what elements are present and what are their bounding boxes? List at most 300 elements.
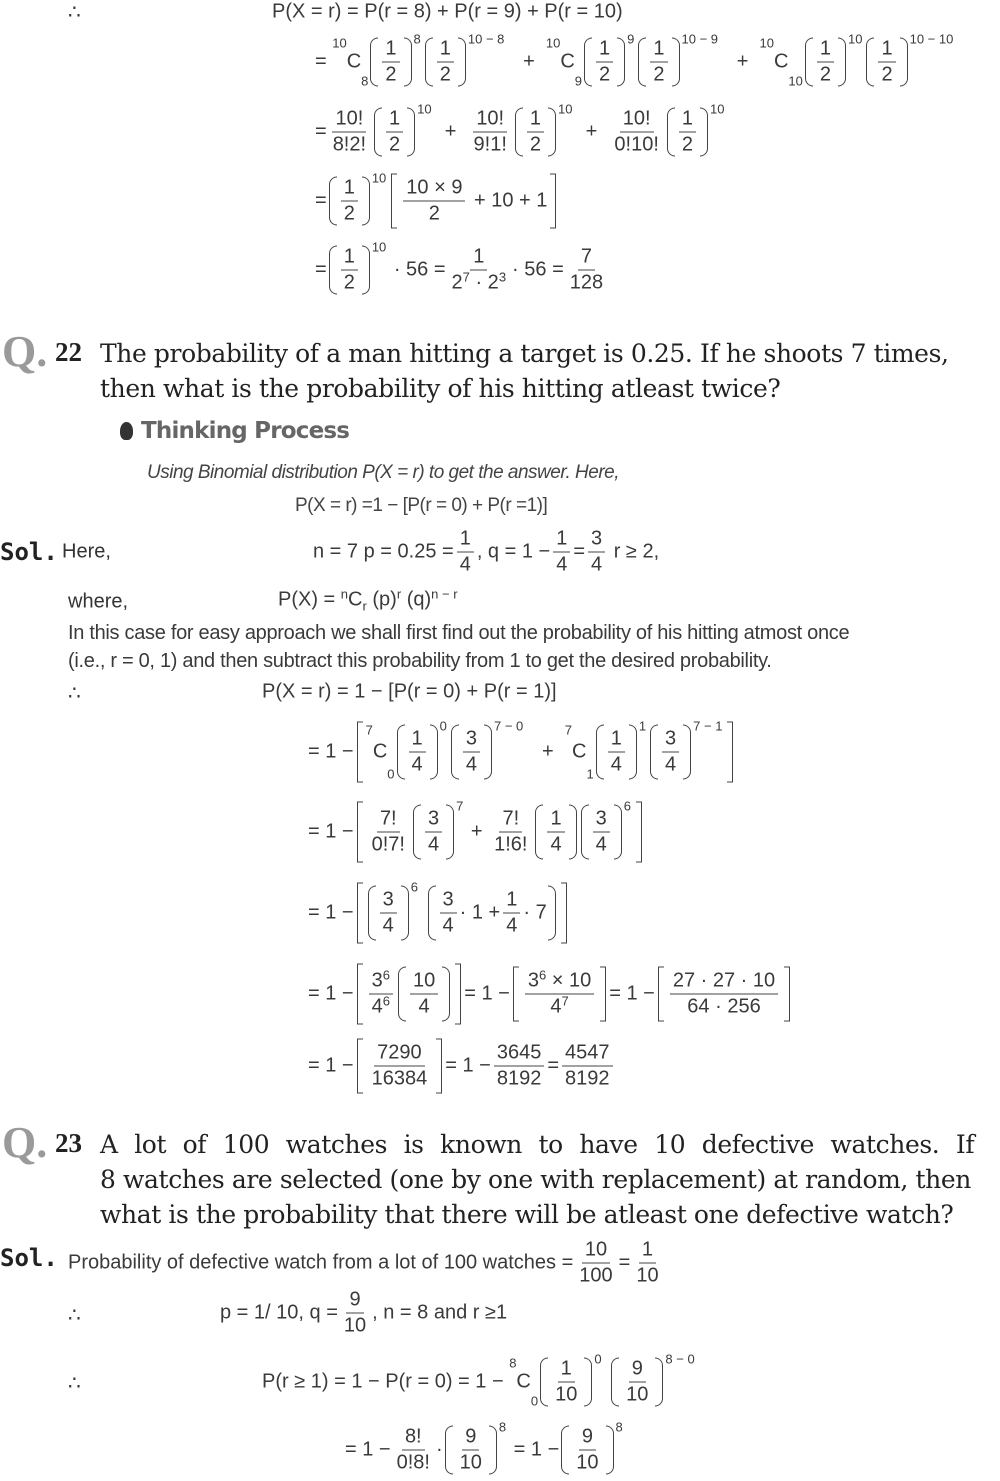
math-text: 4547 — [565, 1041, 610, 1064]
left-paren — [650, 725, 658, 780]
denominator — [463, 753, 480, 777]
equation-line — [313, 528, 659, 577]
math-text: 2 — [439, 63, 451, 86]
numerator — [620, 108, 654, 133]
denominator — [503, 914, 520, 938]
right-paren — [407, 108, 415, 157]
denominator — [440, 914, 457, 938]
parenthesized-group — [445, 1419, 507, 1475]
group-content — [366, 964, 453, 1025]
group-content — [422, 805, 445, 860]
exponent: 10 — [371, 239, 387, 255]
math-text: = — [315, 258, 327, 281]
group-content — [593, 38, 616, 87]
math-text: 4 — [427, 833, 440, 856]
numerator — [440, 889, 457, 914]
fraction — [662, 728, 679, 777]
math-text: C — [348, 588, 363, 611]
math-text: = 1 − — [445, 1054, 491, 1077]
parenthesized-group — [584, 31, 635, 87]
denominator — [588, 553, 605, 577]
math-text: 2 — [343, 202, 355, 225]
numerator — [596, 38, 613, 63]
fraction — [341, 1289, 369, 1338]
math-text: = 1 − — [308, 982, 354, 1005]
equation-line — [272, 1, 623, 24]
fraction — [382, 38, 399, 87]
parenthesized-group — [329, 239, 387, 295]
group-content — [454, 1426, 488, 1475]
exponent: 6 — [623, 798, 631, 814]
subscript: 10 — [788, 73, 803, 89]
right-bracket — [784, 967, 790, 1022]
numerator — [377, 808, 400, 833]
group-content — [400, 174, 547, 229]
math-text: 2 — [343, 271, 355, 294]
math-text: p = 1/ 10, q = — [220, 1301, 338, 1324]
math-text: 0!10! — [614, 133, 659, 156]
denominator — [576, 1264, 615, 1288]
equation-line — [315, 101, 726, 157]
fraction — [403, 177, 465, 226]
exponent: 8 — [615, 1419, 623, 1435]
math-text — [604, 1371, 610, 1394]
numerator — [593, 808, 610, 833]
math-text: 10 — [584, 1238, 608, 1261]
left-paren — [866, 38, 874, 87]
math-text: 1 — [473, 245, 485, 268]
fraction — [623, 1358, 651, 1407]
math-group — [550, 993, 569, 1019]
question-mark-label: Q. — [2, 327, 48, 376]
math-text: 10 — [343, 1314, 367, 1337]
math-text: 1 — [459, 527, 471, 550]
paragraph-line: In this case for easy approach we shall first find out the probability of his hitting atmost once — [68, 622, 850, 644]
equation-line — [315, 31, 955, 89]
right-paren — [484, 725, 492, 780]
group-content — [365, 718, 725, 783]
fraction — [341, 246, 358, 295]
numerator — [463, 728, 480, 753]
right-paren — [900, 38, 908, 87]
superscript: 8 — [509, 1355, 517, 1371]
right-paren — [489, 1426, 497, 1475]
right-paren — [548, 886, 556, 941]
question-text: The probability of a man hitting a target is 0.25. If he shoots 7 times, — [100, 339, 949, 368]
fraction — [633, 1239, 661, 1288]
denominator — [593, 833, 610, 857]
parenthesized-group — [535, 805, 576, 860]
numerator — [525, 967, 594, 995]
denominator — [449, 271, 510, 295]
numerator — [579, 1426, 596, 1451]
math-text: 1 — [653, 37, 665, 60]
group-content — [407, 967, 441, 1022]
math-text: · 1 + — [459, 901, 501, 924]
math-text: 4 — [382, 914, 394, 937]
math-text: 4 — [371, 995, 383, 1018]
math-text: 3645 — [496, 1041, 542, 1064]
exponent: 6 — [410, 879, 418, 895]
fraction — [471, 108, 510, 157]
left-bracket — [658, 967, 664, 1022]
denominator — [633, 1264, 661, 1288]
group-content — [338, 246, 361, 295]
numerator — [558, 1358, 575, 1383]
math-text: 9 — [581, 1425, 593, 1448]
right-paren — [362, 177, 370, 226]
math-text: 4 — [556, 553, 568, 576]
numerator — [527, 108, 544, 133]
denominator — [684, 995, 763, 1019]
parenthesized-group — [451, 718, 524, 780]
math-text: 1 — [610, 727, 622, 750]
denominator — [553, 553, 570, 577]
numerator — [374, 1042, 425, 1067]
group-content — [676, 108, 699, 157]
math-text: 4 — [465, 753, 478, 776]
exponent: 10 — [710, 101, 725, 117]
denominator — [330, 133, 369, 157]
bracket-group — [357, 718, 734, 783]
math-text: 2 — [385, 63, 397, 86]
parenthesized-group — [561, 1419, 623, 1475]
numerator — [462, 1426, 479, 1451]
exponent: 9 — [627, 31, 635, 47]
superscript: n − r — [431, 586, 458, 602]
math-text: 1 — [681, 107, 694, 130]
denominator — [491, 833, 530, 857]
denominator — [386, 133, 403, 157]
math-text: 2 — [819, 63, 832, 86]
fraction — [650, 38, 667, 87]
numerator — [473, 108, 507, 133]
math-text: 3 — [465, 727, 478, 750]
superscript: 6 — [538, 967, 547, 983]
equation-line — [308, 964, 793, 1025]
numerator — [679, 108, 696, 133]
denominator — [457, 1451, 485, 1475]
math-text: 1 — [556, 527, 568, 550]
math-text: 7! — [502, 807, 520, 830]
numerator — [409, 728, 426, 753]
denominator — [547, 995, 571, 1019]
group-content — [524, 108, 547, 157]
numerator — [437, 38, 454, 63]
fraction — [330, 108, 369, 157]
equation-line — [308, 718, 736, 783]
denominator — [369, 1067, 431, 1091]
left-paren — [329, 177, 337, 226]
parenthesized-group — [611, 1351, 695, 1407]
left-bracket — [357, 883, 363, 944]
right-bracket — [561, 883, 567, 944]
math-group — [527, 967, 592, 993]
math-text: 16384 — [371, 1067, 428, 1090]
left-paren — [611, 1358, 619, 1407]
math-text: 1 — [819, 37, 832, 60]
math-text: 2 — [681, 133, 694, 156]
exponent: 7 − 0 — [494, 718, 524, 734]
fraction — [670, 970, 778, 1019]
group-content — [590, 805, 613, 860]
math-text: 10 — [626, 1383, 649, 1406]
math-text: C — [516, 1370, 531, 1393]
math-text: + 10 + 1 — [468, 189, 548, 212]
denominator — [562, 1067, 613, 1091]
numerator — [341, 177, 358, 202]
parenthesized-group — [596, 718, 647, 780]
right-paren — [614, 805, 622, 860]
math-text: C — [346, 50, 362, 73]
math-text: r ≥ 2, — [608, 540, 660, 563]
left-bracket — [357, 722, 363, 783]
math-text: 3 — [527, 969, 539, 992]
solution-label: Sol. — [0, 1244, 58, 1272]
math-text: 1 — [560, 1357, 572, 1380]
denominator — [341, 202, 358, 226]
math-text: P(X = r) = 1 − [P(r = 0) + P(r = 1)] — [262, 680, 557, 703]
fraction — [525, 967, 594, 1019]
fraction — [369, 967, 393, 1019]
group-content — [406, 725, 429, 780]
group-content — [544, 805, 567, 860]
math-text: Probability of defective watch from a lot of 100 watches = — [68, 1251, 574, 1274]
numerator — [380, 889, 397, 914]
math-text: 100 — [579, 1264, 613, 1287]
math-text: + — [465, 820, 489, 843]
left-paren — [374, 108, 382, 157]
group-content — [366, 1039, 434, 1094]
right-bracket — [600, 967, 606, 1022]
fraction — [593, 808, 610, 857]
math-text: 8192 — [565, 1067, 610, 1090]
math-text: C — [572, 740, 587, 763]
denominator — [573, 1451, 601, 1475]
thinking-process-heading — [120, 418, 349, 444]
numerator — [457, 528, 474, 553]
group-content — [377, 886, 400, 941]
left-bracket — [391, 174, 397, 229]
math-text: = 1 − — [464, 982, 510, 1005]
superscript: 10 — [545, 35, 561, 51]
left-bracket — [357, 802, 363, 863]
math-text: 8!2! — [332, 133, 367, 156]
denominator — [650, 63, 667, 87]
bracket-group — [357, 1039, 443, 1094]
denominator — [547, 833, 564, 857]
math-text: = 1 − — [508, 1438, 560, 1461]
math-text: = 1 − — [308, 901, 354, 924]
math-text: 10! — [622, 107, 651, 130]
math-text: 1 — [641, 1238, 654, 1261]
math-text: 10 × 9 — [406, 176, 463, 199]
equation-line — [315, 239, 609, 295]
left-bracket — [357, 1039, 363, 1094]
math-text: · 2 — [469, 271, 499, 294]
bracket-group — [357, 964, 462, 1025]
parenthesized-group — [805, 31, 863, 87]
fraction — [552, 1358, 580, 1407]
equation-line — [262, 1351, 697, 1409]
numerator — [588, 528, 605, 553]
math-text: 4 — [411, 753, 423, 776]
parenthesized-group — [368, 879, 418, 941]
math-text: = — [618, 1251, 631, 1274]
superscript: 6 — [382, 967, 390, 983]
right-paren — [683, 725, 691, 780]
group-content — [605, 725, 628, 780]
denominator — [817, 63, 834, 87]
therefore-symbol: ∴ — [68, 1372, 81, 1395]
math-text: C — [560, 50, 575, 73]
solution-label: Sol. — [0, 538, 58, 566]
left-paren — [370, 38, 378, 87]
left-paren — [329, 246, 337, 295]
math-text: = — [547, 1054, 560, 1077]
right-paren — [458, 38, 466, 87]
math-text: · 56 = — [512, 258, 564, 281]
exponent: 7 − 1 — [693, 718, 723, 734]
math-text: 4 — [610, 753, 622, 776]
fraction — [491, 808, 530, 857]
math-text: 1 — [439, 37, 451, 60]
numerator — [878, 38, 895, 63]
right-bracket — [636, 802, 642, 863]
math-text: 8192 — [496, 1067, 542, 1090]
math-text: + — [720, 50, 760, 73]
question-mark-label: Q. — [2, 1118, 48, 1167]
right-paren — [430, 725, 438, 780]
denominator — [341, 271, 358, 295]
thinking-process-title: Thinking Process — [141, 418, 350, 444]
math-text: 8! — [404, 1425, 422, 1448]
superscript: r — [396, 586, 402, 602]
math-text: · — [435, 1438, 443, 1461]
group-content — [549, 1358, 583, 1407]
fraction — [457, 528, 474, 577]
fraction — [878, 38, 895, 87]
denominator — [416, 995, 433, 1019]
math-text: 7290 — [377, 1041, 422, 1064]
math-group — [371, 993, 390, 1019]
question-number: 23 — [55, 1128, 82, 1158]
denominator — [409, 753, 426, 777]
group-content — [338, 177, 361, 226]
numerator — [346, 1289, 363, 1314]
fraction — [596, 38, 613, 87]
math-text: 4 — [550, 833, 562, 856]
superscript: 7 — [365, 722, 373, 738]
subscript: 0 — [387, 766, 395, 782]
math-text: 3 — [427, 807, 440, 830]
numerator — [670, 970, 778, 995]
math-text: 3 — [665, 727, 677, 750]
math-text: (p) — [366, 588, 397, 611]
math-text: 10 — [576, 1451, 599, 1474]
question-text: then what is the probability of his hitting atleast twice? — [100, 374, 781, 403]
therefore-symbol: ∴ — [68, 682, 81, 705]
left-paren — [561, 1426, 569, 1475]
thinking-formula: P(X = r) =1 − [P(r = 0) + P(r =1)] — [295, 495, 548, 516]
numerator — [629, 1358, 646, 1383]
fraction — [341, 177, 358, 226]
question-number: 22 — [55, 337, 82, 367]
right-paren — [548, 108, 556, 157]
denominator — [369, 995, 393, 1019]
numerator — [639, 1239, 656, 1264]
math-text: 7 — [580, 245, 592, 268]
math-text: P(X = r) = P(r = 8) + P(r = 9) + P(r = 10) — [272, 0, 623, 23]
fraction — [588, 528, 605, 577]
math-text: 2 — [881, 63, 893, 86]
math-text: 3 — [371, 969, 383, 992]
math-text: 10 — [412, 969, 436, 992]
math-text: 64 · 256 — [687, 995, 761, 1018]
right-paren — [838, 38, 846, 87]
math-text: = — [573, 540, 586, 563]
numerator — [341, 246, 358, 271]
numerator — [553, 528, 570, 553]
equation-line — [278, 586, 458, 614]
exponent: 8 — [413, 31, 421, 47]
parenthesized-group — [397, 718, 447, 780]
math-text: 10 — [555, 1383, 578, 1406]
denominator — [394, 1451, 433, 1475]
therefore-symbol: ∴ — [68, 1, 81, 24]
math-text: 2 — [653, 63, 665, 86]
denominator — [341, 1314, 369, 1338]
denominator — [425, 833, 442, 857]
fraction — [817, 38, 834, 87]
right-paren — [629, 725, 637, 780]
denominator — [380, 914, 397, 938]
denominator — [878, 63, 895, 87]
left-paren — [368, 886, 376, 941]
numerator — [547, 808, 564, 833]
parenthesized-group — [540, 1351, 602, 1407]
fraction — [503, 889, 520, 938]
fraction — [440, 889, 457, 938]
bracket-group — [391, 174, 556, 229]
fraction — [567, 246, 606, 295]
fraction — [547, 808, 564, 857]
numerator — [650, 38, 667, 63]
fraction — [553, 528, 570, 577]
fraction — [608, 728, 625, 777]
exponent: 1 — [638, 718, 647, 734]
exponent: 10 — [417, 101, 432, 117]
math-text: C — [372, 740, 388, 763]
left-paren — [535, 805, 543, 860]
superscript: 3 — [498, 269, 507, 285]
parenthesized-group — [374, 101, 432, 157]
left-paren — [397, 725, 405, 780]
math-text: 4 — [595, 833, 607, 856]
equation-line — [262, 681, 557, 704]
math-text: 9!1! — [473, 133, 507, 156]
numerator — [470, 246, 487, 271]
exponent: 7 — [456, 798, 464, 814]
left-paren — [515, 108, 523, 157]
exponent: 0 — [594, 1351, 602, 1367]
math-text: 4 — [550, 995, 562, 1018]
math-text — [420, 902, 426, 925]
bulb-icon — [120, 422, 133, 440]
math-text: 1 — [506, 888, 518, 911]
math-text: , n = 8 and r ≥1 — [372, 1301, 508, 1324]
math-text: 2 — [529, 133, 542, 156]
